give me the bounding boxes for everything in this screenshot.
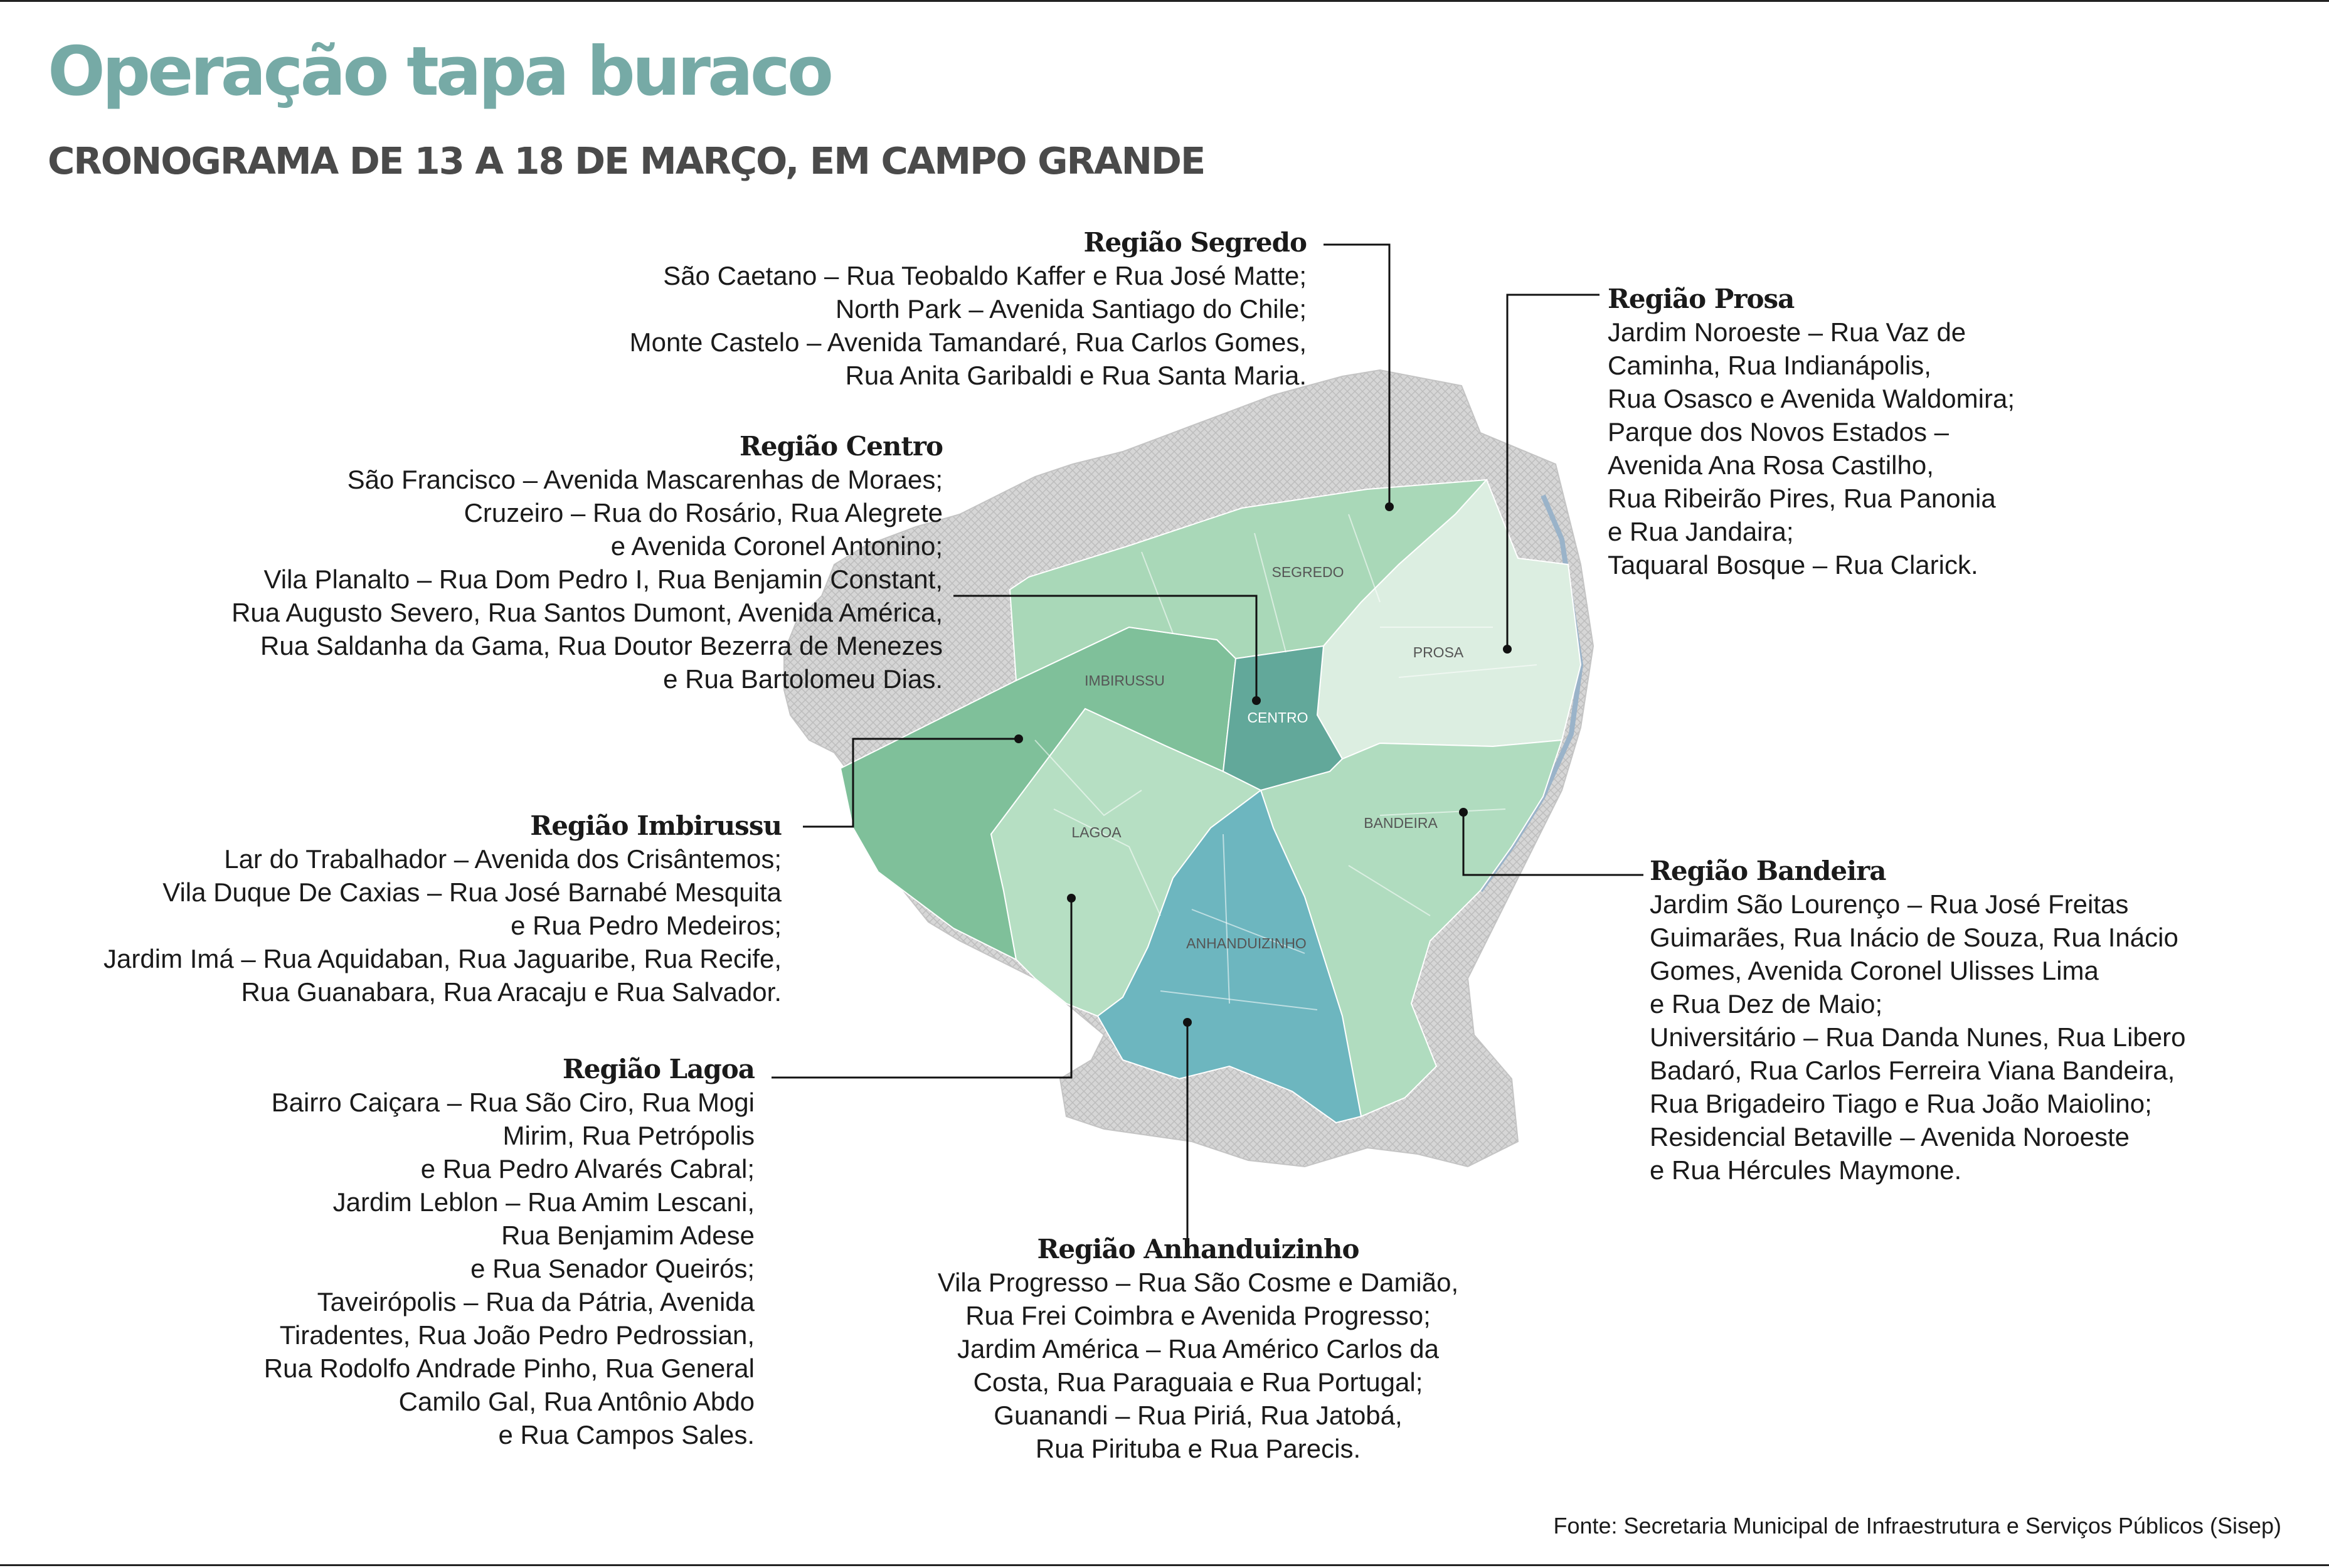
region-lagoa-line: e Rua Pedro Alvarés Cabral; [420, 1154, 755, 1184]
region-lagoa-line: Rua Benjamim Adese [501, 1221, 755, 1250]
page-title: Operação tapa buraco [48, 33, 831, 111]
region-centro-line: Rua Saldanha da Gama, Rua Doutor Bezerra de Menezes [260, 631, 943, 660]
region-prosa-line: Jardim Noroeste – Rua Vaz de [1608, 317, 1966, 347]
region-prosa-block [1608, 282, 2015, 581]
region-prosa-line: Rua Ribeirão Pires, Rua Panonia [1608, 484, 1996, 513]
region-bandeira-line: e Rua Hércules Maymone. [1650, 1155, 1962, 1185]
map-label-anhanduizinho: ANHANDUIZINHO [1186, 935, 1307, 951]
region-prosa-line: Taquaral Bosque – Rua Clarick. [1608, 550, 1978, 580]
region-segredo-block [630, 226, 1307, 392]
marker-prosa [1503, 645, 1512, 654]
marker-lagoa [1067, 894, 1076, 903]
region-centro-line: Vila Planalto – Rua Dom Pedro I, Rua Benjamin Constant, [263, 564, 943, 594]
map-label-lagoa: LAGOA [1071, 824, 1122, 840]
region-bandeira-line: Universitário – Rua Danda Nunes, Rua Libero [1650, 1022, 2186, 1052]
region-bandeira-line: Residencial Betaville – Avenida Noroeste [1650, 1122, 2130, 1152]
region-centro-title: Região Centro [739, 431, 943, 462]
region-bandeira-line: Guimarães, Rua Inácio de Souza, Rua Inácio [1650, 923, 2178, 952]
region-anhanduizinho-title: Região Anhanduizinho [1037, 1234, 1359, 1264]
region-prosa-line: Caminha, Rua Indianápolis, [1608, 351, 1931, 380]
region-lagoa-line: Tiradentes, Rua João Pedro Pedrossian, [279, 1320, 755, 1350]
region-anhanduizinho-block [922, 1232, 1474, 1465]
region-imbirussu-block [103, 809, 782, 1009]
source-credit: Fonte: Secretaria Municipal de Infraestrutura e Serviços Públicos (Sisep) [1553, 1513, 2281, 1539]
region-bandeira-line: e Rua Dez de Maio; [1650, 989, 1883, 1019]
region-imbirussu-line: Lar do Trabalhador – Avenida dos Crisântemos; [224, 844, 782, 874]
region-bandeira-line: Jardim São Lourenço – Rua José Freitas [1650, 889, 2129, 919]
region-imbirussu-line: Jardim Imá – Rua Aquidaban, Rua Jaguaribe, Rua Recife, [103, 944, 782, 973]
region-segredo-line: North Park – Avenida Santiago do Chile; [835, 294, 1307, 324]
map-label-prosa: PROSA [1413, 644, 1464, 660]
region-centro-line: Rua Augusto Severo, Rua Santos Dumont, Avenida América, [231, 598, 943, 627]
region-imbirussu-title: Região Imbirussu [530, 810, 782, 841]
region-imbirussu-line: e Rua Pedro Medeiros; [511, 911, 782, 940]
region-prosa-line: Rua Osasco e Avenida Waldomira; [1608, 384, 2015, 413]
map-label-segredo: SEGREDO [1271, 564, 1344, 580]
region-centro-block [231, 430, 943, 696]
region-prosa-title: Região Prosa [1608, 283, 1795, 314]
map-label-bandeira: BANDEIRA [1364, 815, 1438, 831]
region-bandeira-title: Região Bandeira [1650, 856, 1886, 886]
region-lagoa-line: e Rua Senador Queirós; [470, 1254, 755, 1283]
region-anhanduizinho-line: Costa, Rua Paraguaia e Rua Portugal; [973, 1367, 1423, 1397]
marker-centro [1252, 696, 1261, 705]
region-centro-line: São Francisco – Avenida Mascarenhas de Moraes; [347, 465, 943, 494]
region-anhanduizinho-line: Rua Pirituba e Rua Parecis. [1035, 1434, 1361, 1463]
region-bandeira-line: Badaró, Rua Carlos Ferreira Viana Bandeira, [1650, 1056, 2175, 1085]
region-lagoa-line: Camilo Gal, Rua Antônio Abdo [398, 1387, 755, 1416]
region-anhanduizinho-line: Jardim América – Rua Américo Carlos da [957, 1334, 1439, 1364]
region-lagoa-line: Rua Rodolfo Andrade Pinho, Rua General [263, 1353, 755, 1383]
region-lagoa-line: Jardim Leblon – Rua Amim Lescani, [332, 1187, 755, 1217]
page-subtitle: CRONOGRAMA DE 13 A 18 DE MARÇO, EM CAMPO GRANDE [48, 139, 1205, 183]
region-segredo-line: São Caetano – Rua Teobaldo Kaffer e Rua José Matte; [663, 261, 1307, 290]
map-label-imbirussu: IMBIRUSSU [1085, 672, 1165, 689]
region-lagoa-line: e Rua Campos Sales. [498, 1420, 755, 1449]
region-centro-line: e Rua Bartolomeu Dias. [663, 664, 943, 694]
region-imbirussu-line: Vila Duque De Caxias – Rua José Barnabé Mesquita [162, 877, 782, 907]
region-segredo-title: Região Segredo [1083, 227, 1307, 258]
region-lagoa-line: Mirim, Rua Petrópolis [502, 1121, 755, 1150]
region-imbirussu-line: Rua Guanabara, Rua Aracaju e Rua Salvador. [241, 977, 782, 1007]
region-centro-line: e Avenida Coronel Antonino; [610, 531, 943, 561]
region-bandeira-block [1650, 854, 2185, 1187]
region-lagoa-block [264, 1052, 755, 1451]
marker-bandeira [1459, 808, 1468, 817]
region-bandeira-line: Gomes, Avenida Coronel Ulisses Lima [1650, 956, 2099, 985]
region-prosa-line: Parque dos Novos Estados – [1608, 417, 1949, 447]
region-centro-line: Cruzeiro – Rua do Rosário, Rua Alegrete [464, 498, 943, 527]
map-label-centro: CENTRO [1247, 709, 1308, 726]
region-prosa-line: Avenida Ana Rosa Castilho, [1608, 450, 1934, 480]
region-segredo-line: Rua Anita Garibaldi e Rua Santa Maria. [845, 361, 1307, 390]
region-segredo-line: Monte Castelo – Avenida Tamandaré, Rua Carlos Gomes, [629, 327, 1307, 357]
region-anhanduizinho-line: Rua Frei Coimbra e Avenida Progresso; [965, 1301, 1431, 1330]
region-lagoa-line: Taveirópolis – Rua da Pátria, Avenida [317, 1287, 755, 1316]
region-prosa-line: e Rua Jandaira; [1608, 517, 1794, 546]
region-lagoa-title: Região Lagoa [562, 1054, 755, 1084]
region-anhanduizinho-line: Vila Progresso – Rua São Cosme e Damião, [937, 1268, 1459, 1297]
region-lagoa-line: Bairro Caiçara – Rua São Ciro, Rua Mogi [271, 1088, 755, 1117]
region-anhanduizinho-line: Guanandi – Rua Piriá, Rua Jatobá, [994, 1401, 1403, 1430]
region-bandeira-line: Rua Brigadeiro Tiago e Rua João Maiolino; [1650, 1089, 2152, 1118]
marker-anhanduizinho [1183, 1018, 1192, 1027]
marker-imbirussu [1014, 734, 1023, 743]
marker-segredo [1385, 502, 1394, 511]
